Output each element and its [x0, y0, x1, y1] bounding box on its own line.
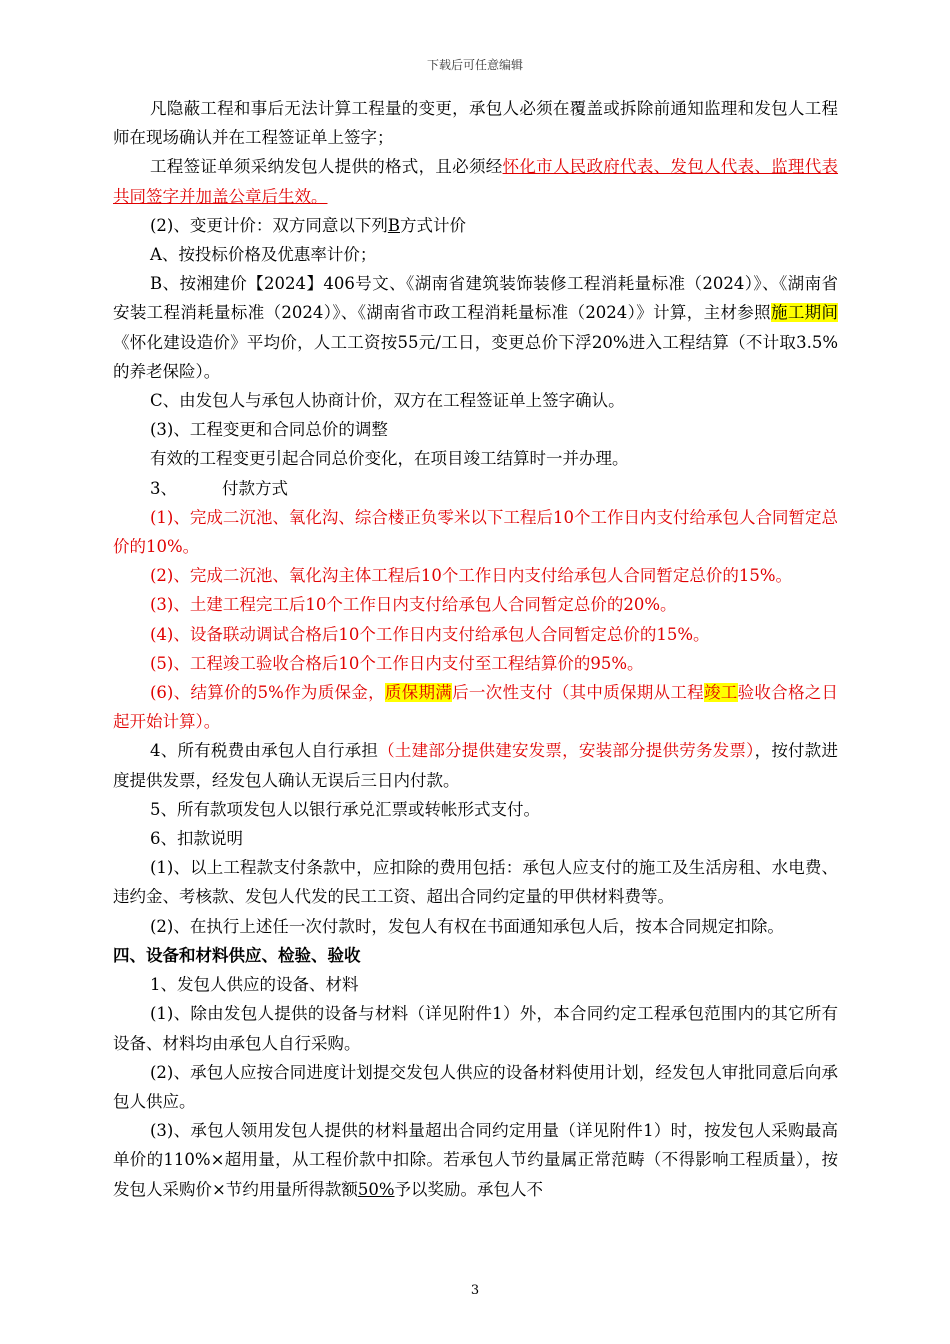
paragraph: 1、发包人供应的设备、材料 — [150, 975, 359, 995]
payment-item: (5)、工程竣工验收合格后10个工作日内支付至工程结算价的95%。 — [150, 653, 644, 673]
selected-option: B — [387, 215, 401, 235]
text-run: 予以奖励。承包人不 — [394, 1179, 544, 1199]
text-run: ，按付款进度提供发票，经发包人确认无误后三日内付款。 — [113, 741, 839, 790]
payment-item: (4)、设备联动调试合格后10个工作日内支付给承包人合同暂定总价的15%。 — [150, 624, 710, 644]
section-heading — [113, 474, 838, 503]
document-body — [113, 94, 838, 1204]
highlighted-text: 竣工 — [703, 683, 738, 703]
paragraph: (2)、承包人应按合同进度计划提交发包人供应的设备材料使用计划，经发包人审批同意后向承包人供应。 — [113, 1062, 838, 1111]
text-run: (3)、承包人领用发包人提供的材料量超出合同约定用量（详见附件1）时，按发包人采购最高单价的110%×超用量，从工程价款中扣除。若承包人节约量属正常范畴（不得影响工程质量），按发包人采购价×节约用量所得款额 — [113, 1121, 838, 1199]
page-number: 3 — [470, 1283, 480, 1298]
paragraph: (2)、在执行上述任一次付款时，发包人有权在书面通知承包人后，按本合同规定扣除。 — [150, 916, 784, 936]
payment-item: (2)、完成二沉池、氧化沟主体工程后10个工作日内支付给承包人合同暂定总价的15%。 — [150, 566, 793, 586]
reward-rate: 50% — [357, 1179, 395, 1199]
paragraph: 5、所有款项发包人以银行承兑汇票或转帐形式支付。 — [150, 799, 540, 819]
paragraph: 6、扣款说明 — [150, 829, 243, 849]
paragraph — [113, 211, 838, 240]
highlighted-text: 质保期满 — [384, 683, 453, 703]
signatory-clause: 怀化市人民政府代表、发包人代表、监理代表共同签字并加盖公章后生效。 — [113, 157, 839, 206]
text-run: (2)、变更计价：双方同意以下列 — [150, 215, 388, 235]
chapter-heading: 四、设备和材料供应、检验、验收 — [113, 945, 361, 965]
payment-item: (3)、土建工程完工后10个工作日内支付给承包人合同暂定总价的20%。 — [150, 595, 677, 615]
section-title: 付款方式 — [222, 478, 288, 498]
paragraph — [113, 736, 838, 794]
paragraph — [113, 152, 838, 210]
paragraph: 有效的工程变更引起合同总价变化，在项目竣工结算时一并办理。 — [150, 449, 629, 469]
paragraph: (1)、除由发包人提供的设备与材料（详见附件1）外，本合同约定工程承包范围内的其它所有设备、材料均由承包人自行采购。 — [113, 1004, 838, 1053]
section-number: 3、 — [150, 478, 177, 498]
text-run: 验收合格之日起开始计算）。 — [113, 683, 839, 732]
payment-item: (1)、完成二沉池、氧化沟、综合楼正负零米以下工程后10个工作日内支付给承包人合同暂定总价的10%。 — [113, 507, 838, 557]
highlighted-text: 施工期间 — [770, 303, 839, 323]
paragraph — [113, 269, 838, 386]
text-run: 4、所有税费由承包人自行承担 — [150, 741, 379, 761]
page-header: 下载后可任意编辑 — [426, 58, 523, 72]
paragraph: (1)、以上工程款支付条款中，应扣除的费用包括：承包人应支付的施工及生活房租、水电费、违约金、考核款、发包人代发的民工工资、超出合同约定量的甲供材料费等。 — [113, 858, 838, 907]
text-run: 方式计价 — [400, 215, 467, 235]
invoice-note: （土建部分提供建安发票，安装部分提供劳务发票） — [378, 741, 755, 761]
text-run: 工程签证单须采纳发包人提供的格式，且必须经 — [150, 157, 503, 177]
paragraph: C、由发包人与承包人协商计价，双方在工程签证单上签字确认。 — [150, 391, 625, 411]
text-run: (6)、结算价的5%作为质保金， — [150, 683, 385, 703]
paragraph: (3)、工程变更和合同总价的调整 — [150, 420, 388, 440]
paragraph — [113, 1116, 838, 1204]
text-run: 后一次性支付（其中质保期从工程 — [452, 683, 704, 703]
paragraph: 凡隐蔽工程和事后无法计算工程量的变更，承包人必须在覆盖或拆除前通知监理和发包人工程师在现场确认并在工程签证单上签字； — [113, 99, 838, 148]
payment-item — [113, 678, 838, 736]
paragraph: A、按投标价格及优惠率计价； — [150, 245, 377, 265]
text-run: B、按湘建价【2024】406号文、《湖南省建筑装饰装修工程消耗量标准（2024）》、《湖南省安装工程消耗量标准（2024）》、《湖南省市政工程消耗量标准（2024）》计算，主材参照 — [113, 274, 838, 323]
text-run: 《怀化建设造价》平均价，人工工资按55元/工日，变更总价下浮20%进入工程结算（不计取3.5%的养老保险）。 — [113, 332, 838, 381]
